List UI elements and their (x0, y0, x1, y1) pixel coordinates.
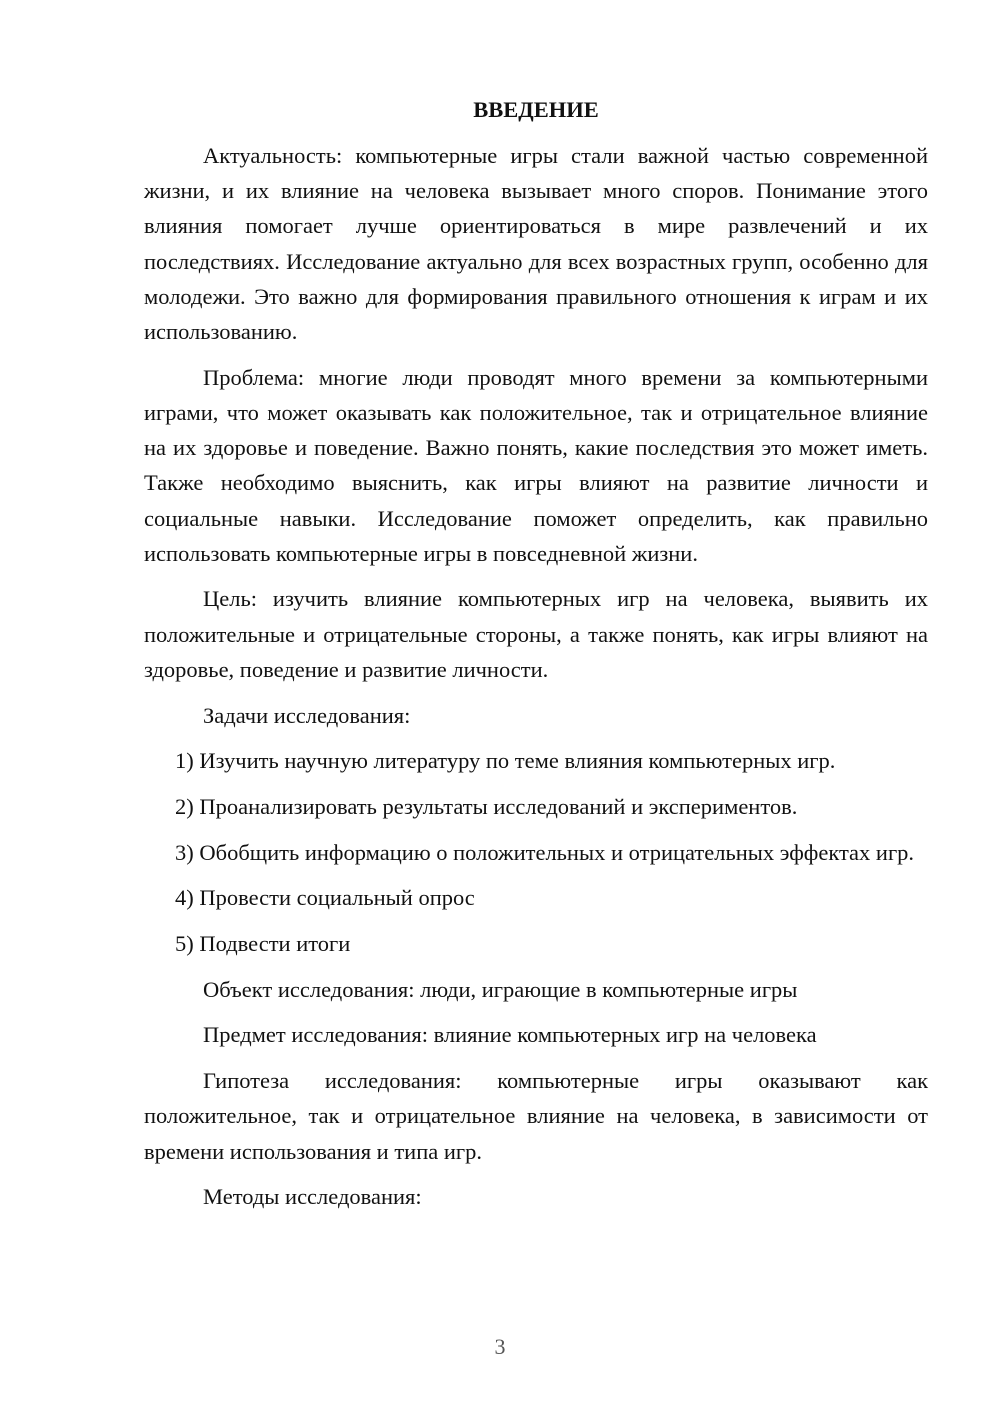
task-item-4: 4) Провести социальный опрос (175, 885, 475, 911)
section-title: ВВЕДЕНИЕ (473, 97, 599, 122)
paragraph-relevance: Актуальность: компьютерные игры стали важной частью современной жизни, и их влияние на человека вызывает много споров. Понимание этого влияния помогает лучше ориентироваться в мире развлечений и их последствиях. Исследование актуально для всех возрастных групп, особенно для молодежи. Это важно для формирования правильного отношения к играм и их использованию. (144, 143, 928, 345)
task-item-3: 3) Обобщить информацию о положительных и отрицательных эффектах игр. (175, 839, 915, 865)
paragraph-goal: Цель: изучить влияние компьютерных игр на человека, выявить их положительные и отрицательные стороны, а также понять, как игры влияют на здоровье, поведение и развитие личности. (144, 586, 928, 682)
document-body (144, 94, 928, 1225)
paragraph-hypothesis: Гипотеза исследования: компьютерные игры оказывают как положительное, так и отрицательное влияние на человека, в зависимости от времени использования и типа игр. (144, 1068, 928, 1164)
paragraph-object: Объект исследования: люди, играющие в компьютерные игры (203, 976, 798, 1002)
task-item-2: 2) Проанализировать результаты исследований и экспериментов. (175, 793, 798, 819)
paragraph-subject: Предмет исследования: влияние компьютерных игр на человека (203, 1022, 817, 1048)
task-item-5: 5) Подвести итоги (175, 931, 351, 957)
page-number: 3 (494, 1334, 506, 1359)
methods-heading: Методы исследования: (203, 1184, 422, 1210)
tasks-heading: Задачи исследования: (203, 702, 411, 728)
task-item-1: 1) Изучить научную литературу по теме влияния компьютерных игр. (175, 748, 836, 774)
paragraph-problem: Проблема: многие люди проводят много времени за компьютерными играми, что может оказывать как положительное, так и отрицательное влияние на их здоровье и поведение. Важно понять, какие последствия это может иметь. Также необходимо выяснить, как игры влияют на развитие личности и социальные навыки. Исследование поможет определить, как правильно использовать компьютерные игры в повседневной жизни. (144, 364, 928, 566)
